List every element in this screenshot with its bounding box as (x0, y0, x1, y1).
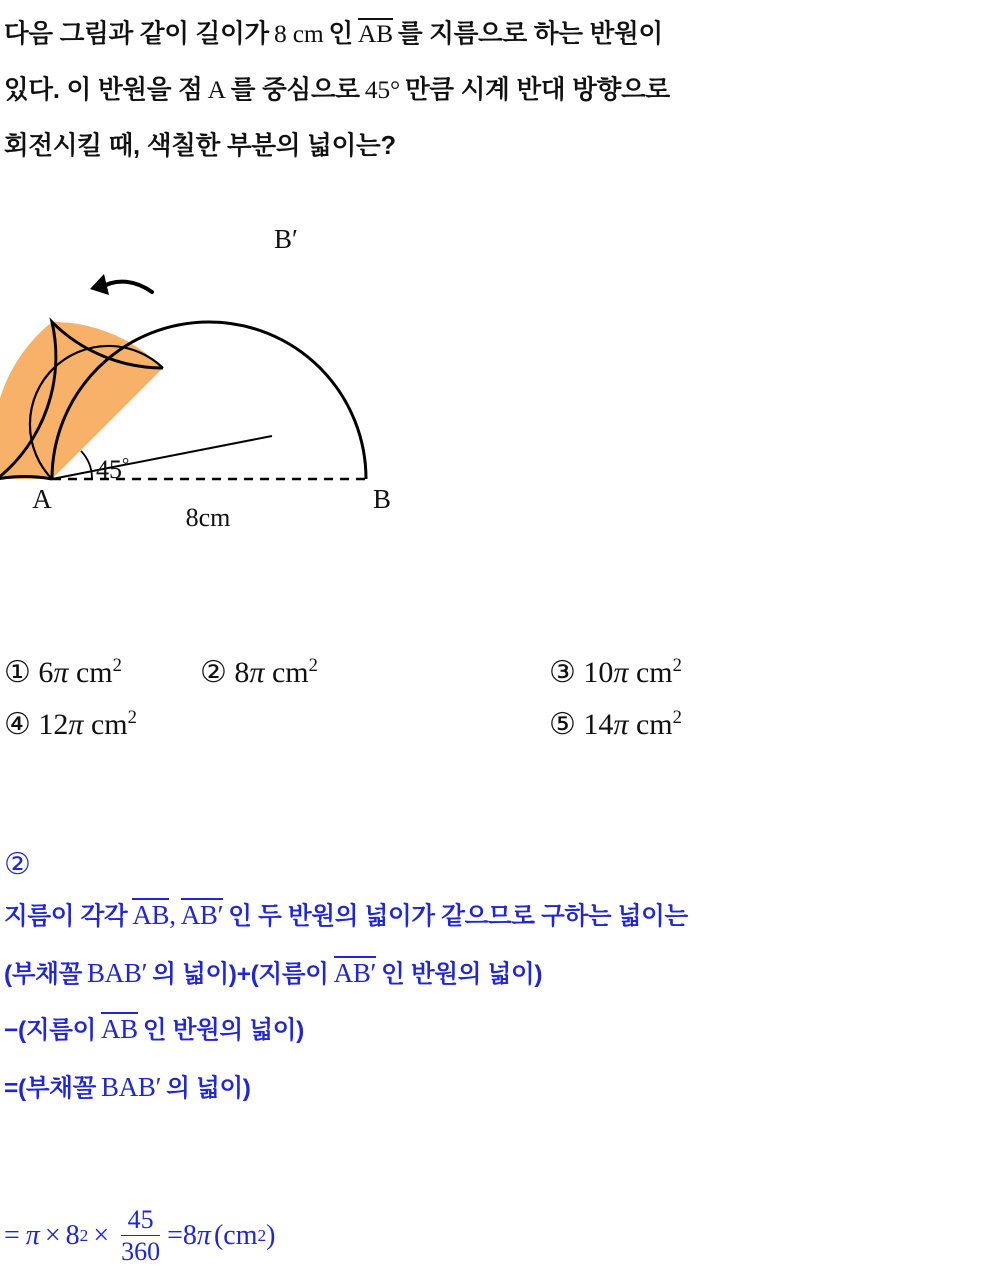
solution-final-formula: = π × 8 2 × $\frac{45}{360}$ = 8 π ( cm 2 ) (4, 1205, 276, 1267)
formula-equals-2: = (167, 1219, 183, 1251)
choice-1-coef: 6 (38, 656, 54, 689)
choice-1[interactable] (4, 655, 122, 690)
label-diameter-8cm: 8cm (185, 503, 231, 532)
label-b-prime: B′ (274, 224, 298, 254)
solution-line-2 (4, 945, 989, 1003)
formula-result-coef: 8 (182, 1219, 197, 1251)
geometry-figure (0, 196, 430, 546)
formula-result-pi: π (196, 1219, 211, 1251)
choice-4-exp: 2 (127, 707, 137, 728)
solution-segment-ab-prime-2: AB′ (333, 958, 377, 988)
formula-times-1: × (44, 1219, 61, 1251)
choice-3-pi: π (613, 656, 629, 689)
point-a-label: A (207, 75, 226, 104)
formula-paren-open: ( (213, 1219, 224, 1251)
solution-answer-marker: ② (4, 848, 31, 881)
choice-1-exp: 2 (112, 655, 122, 676)
question-text-1a: 다음 그림과 같이 길이가 (4, 20, 269, 48)
choice-row-2 (4, 707, 989, 759)
choice-5-pi: π (613, 708, 629, 741)
choice-1-marker: ① (4, 656, 31, 689)
question-statement (4, 6, 989, 174)
choice-1-unit: cm (75, 656, 113, 689)
choice-2[interactable] (200, 655, 318, 690)
choice-1-pi: π (53, 656, 69, 689)
formula-equals-1: = (4, 1219, 20, 1251)
solution-line-1 (4, 887, 989, 945)
solution-text-2a: (부채꼴 (4, 961, 82, 988)
question-text-1b: 인 (328, 20, 353, 48)
choice-2-marker: ② (200, 656, 227, 689)
formula-fraction (121, 1205, 160, 1266)
question-line-3 (4, 118, 989, 174)
choice-2-unit: cm (271, 656, 309, 689)
question-line-1 (4, 6, 989, 62)
choice-3-exp: 2 (672, 655, 682, 676)
choice-row-1 (4, 655, 989, 707)
angle-value: 45 (364, 75, 390, 104)
solution-text-4b: 의 넓이) (166, 1075, 251, 1102)
formula-fraction-denominator: 360 (121, 1237, 161, 1267)
question-text-2b: 를 중심으로 (230, 76, 360, 104)
choice-3-unit: cm (635, 656, 673, 689)
formula-base-8: 8 (65, 1219, 80, 1251)
choice-4-marker: ④ (4, 708, 31, 741)
choice-3-coef: 10 (583, 656, 614, 689)
choice-4-pi: π (68, 708, 84, 741)
choice-5-coef: 14 (583, 708, 614, 741)
length-value: 8 cm (274, 19, 324, 48)
degree-sign: ° (389, 75, 400, 104)
question-text-3: 회전시킬 때, 색칠한 부분의 넓이는? (4, 132, 396, 160)
formula-pi: π (25, 1219, 40, 1251)
solution-segment-ab-2: AB (100, 1014, 138, 1044)
solution-text-1b: 인 두 반원의 넓이가 같으므로 구하는 넓이는 (228, 903, 688, 930)
rotation-arrow-icon (90, 274, 152, 295)
choice-4[interactable] (4, 707, 137, 742)
choice-3[interactable] (549, 655, 682, 690)
choice-4-coef: 12 (38, 708, 69, 741)
solution-line-4 (4, 1059, 989, 1117)
formula-unit: cm (223, 1219, 258, 1251)
solution-text-1a: 지름이 각각 (4, 903, 128, 930)
solution-text-3a: −(지름이 (4, 1017, 96, 1044)
choice-5-exp: 2 (672, 707, 682, 728)
choice-2-pi: π (249, 656, 265, 689)
solution-comma: , (169, 900, 176, 930)
question-text-1c: 를 지름으로 하는 반원이 (397, 20, 663, 48)
choice-5-unit: cm (635, 708, 673, 741)
answer-choices (4, 655, 989, 759)
choice-2-coef: 8 (234, 656, 250, 689)
label-a: A (32, 484, 52, 514)
choice-4-unit: cm (90, 708, 128, 741)
solution-text-4a: =(부채꼴 (4, 1075, 96, 1102)
choice-2-exp: 2 (308, 655, 318, 676)
figure-svg (0, 196, 430, 546)
solution-text-2c: 인 반원의 넓이) (381, 961, 543, 988)
solution-line-3 (4, 1003, 989, 1059)
question-text-2c: 만큼 시계 반대 방향으로 (404, 76, 670, 104)
solution-segment-ab-prime: AB′ (180, 900, 224, 930)
choice-3-marker: ③ (549, 656, 576, 689)
label-b: B (373, 484, 392, 514)
label-angle-45: 45° (96, 454, 130, 484)
choice-5[interactable] (549, 707, 682, 742)
choice-5-marker: ⑤ (549, 708, 576, 741)
solution-text-3b: 인 반원의 넓이) (142, 1017, 304, 1044)
solution-sector-bab-prime: BAB′ (86, 958, 148, 988)
solution-block (4, 843, 989, 1117)
solution-segment-ab: AB (132, 900, 170, 930)
formula-fraction-numerator: 45 (127, 1205, 154, 1234)
formula-paren-close: ) (266, 1219, 276, 1251)
formula-times-2: × (93, 1219, 110, 1251)
solution-text-2b: 의 넓이)+(지름이 (152, 961, 329, 988)
question-text-2a: 있다. 이 반원을 점 (4, 76, 203, 104)
question-line-2 (4, 62, 989, 118)
solution-sector-bab-prime-2: BAB′ (100, 1072, 162, 1102)
segment-ab: AB (357, 19, 393, 48)
